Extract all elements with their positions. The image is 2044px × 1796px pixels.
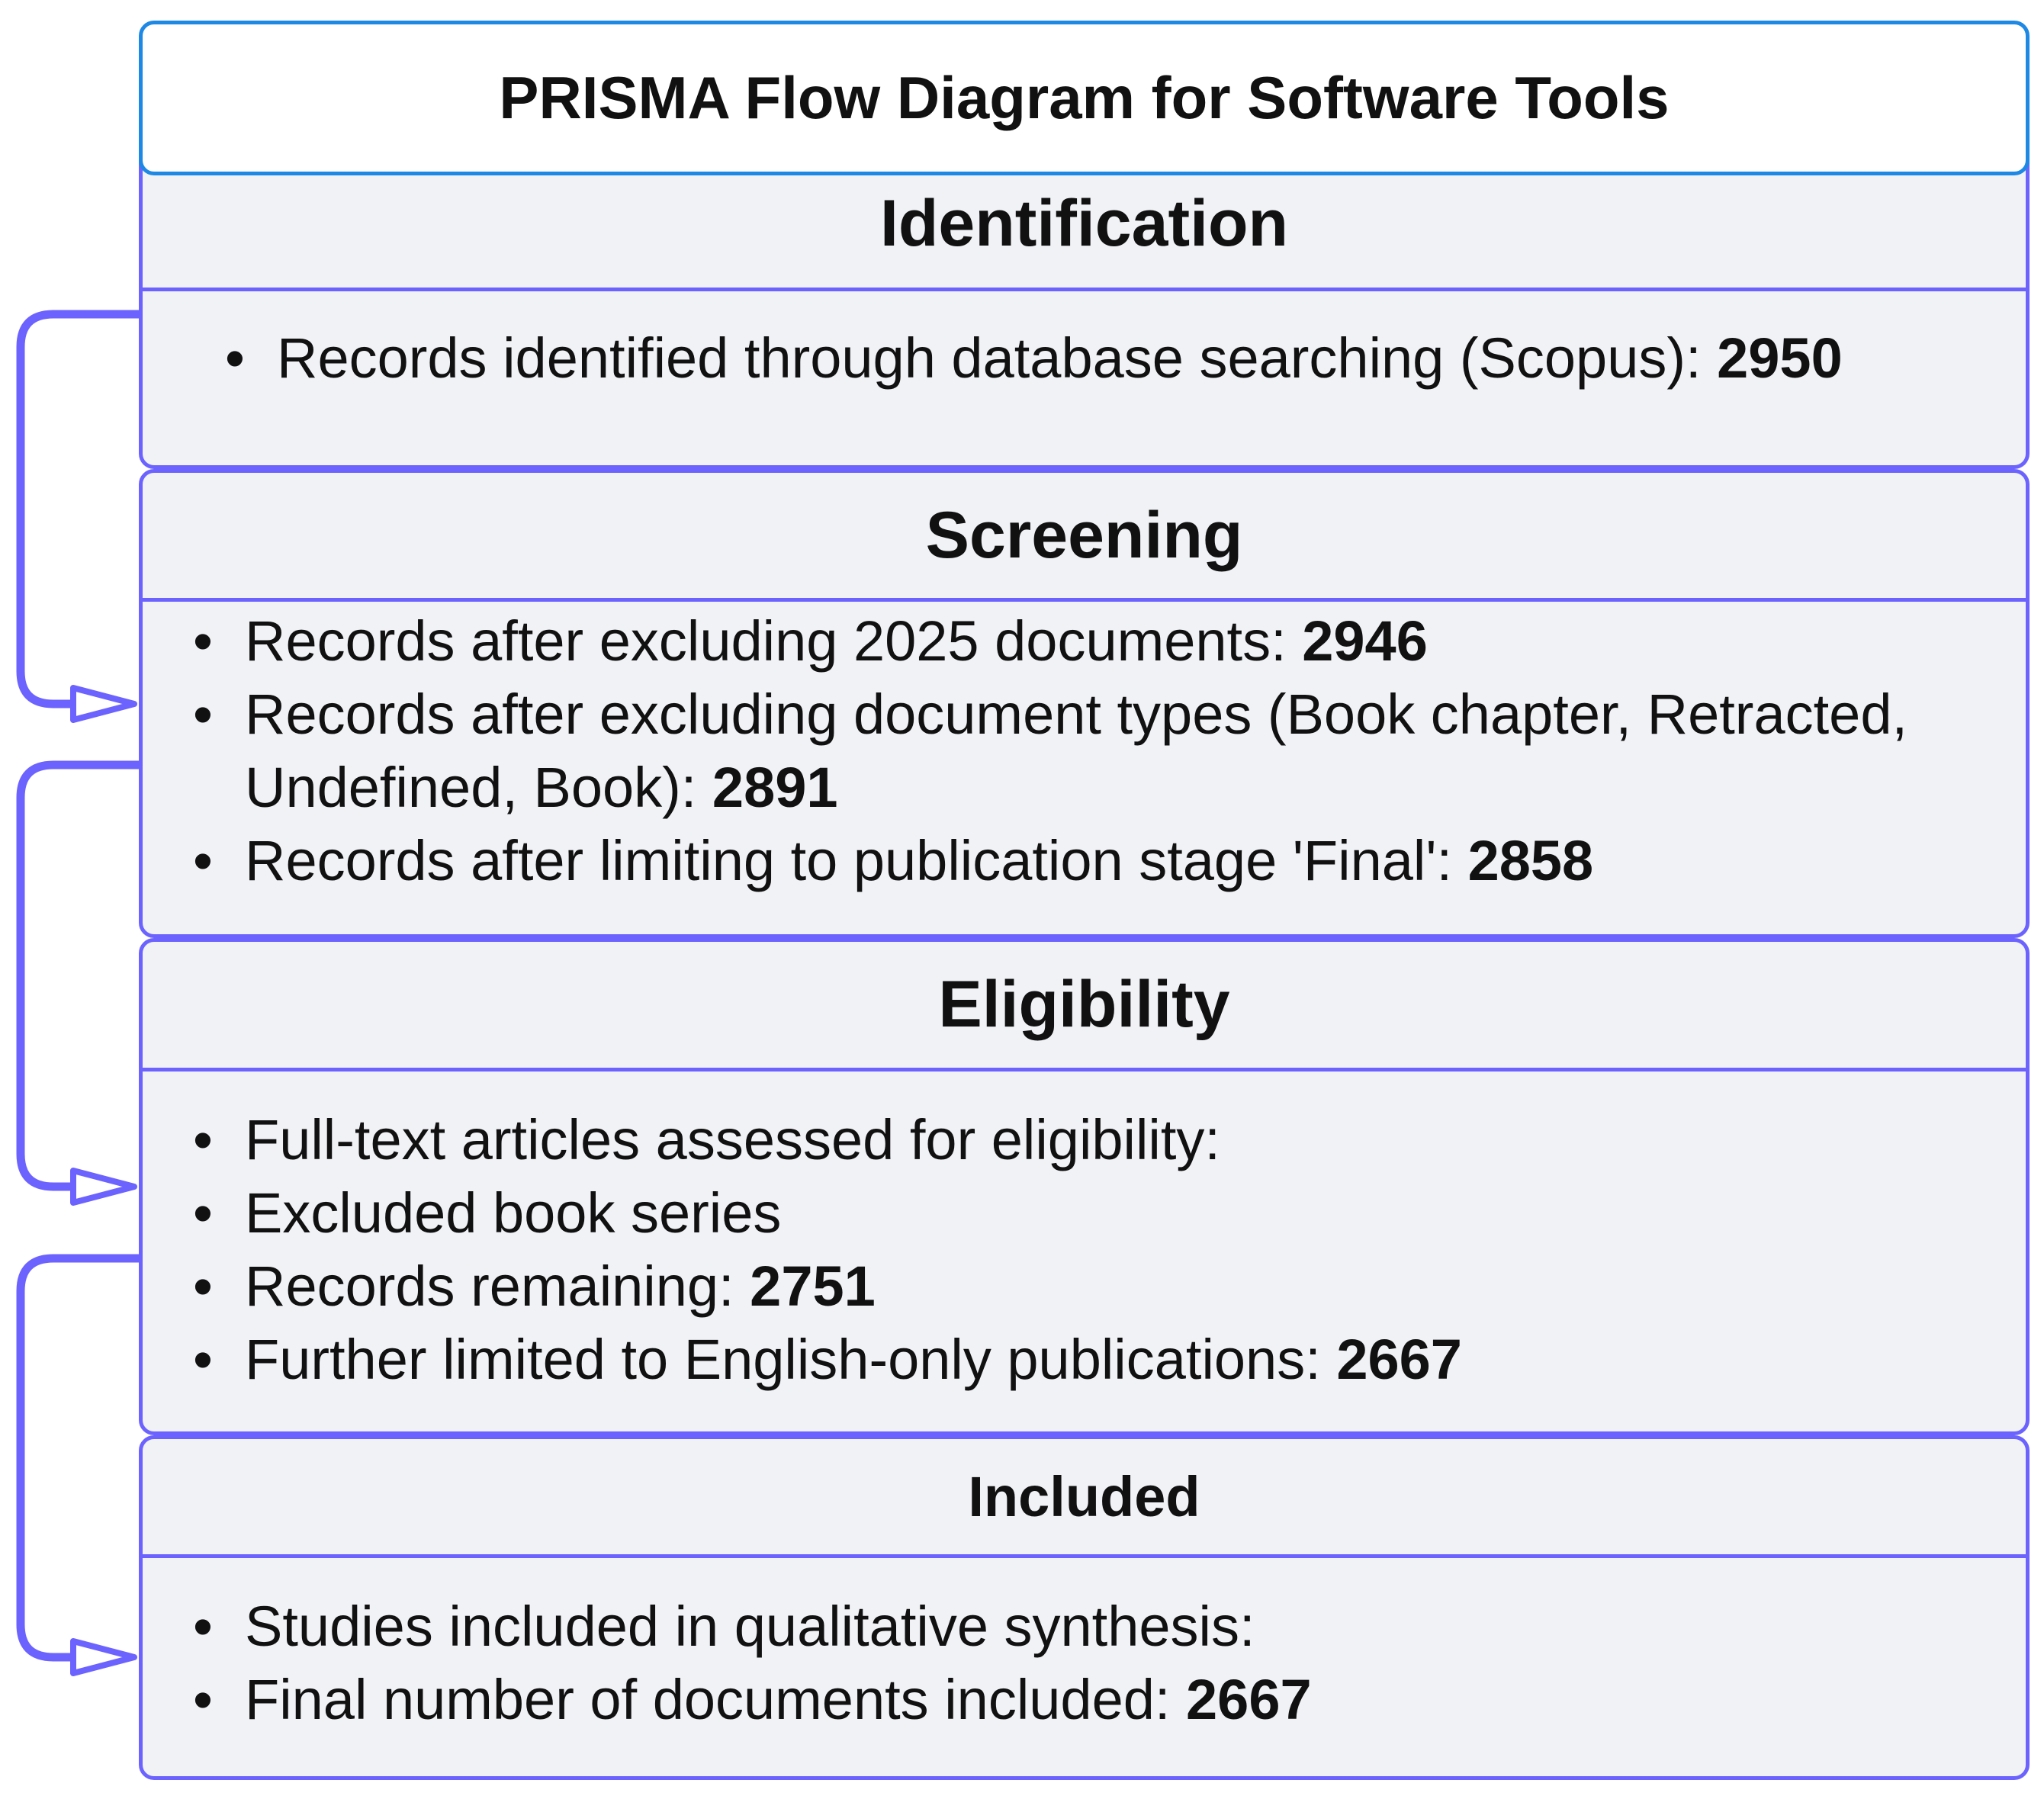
connector-screening-to-eligibility [21,765,139,1187]
stage-screening [139,469,2030,938]
stage-included [139,1435,2030,1780]
diagram-title-box [139,21,2030,175]
list-item: • Records after limiting to publication stage 'Final': 2858 [193,824,2026,898]
stage-heading: Eligibility [143,942,2026,1071]
stage-eligibility [139,938,2030,1435]
list-item: • Records identified through database searching (Scopus): 2950 [225,322,2026,395]
list-item: • Records after excluding 2025 documents: 2946 [193,605,2026,678]
stage-heading: Identification [143,160,2026,291]
stage-identification [139,160,2030,469]
list-item: • Records remaining: 2751 [193,1250,2026,1323]
stage-heading: Included [143,1439,2026,1558]
stage-item-list [143,602,2026,898]
list-item: • Excluded book series [193,1177,2026,1250]
stage-heading: Screening [143,473,2026,602]
connector-identification-to-screening [21,314,139,704]
stage-item-list [143,1558,2026,1737]
diagram-title: PRISMA Flow Diagram for Software Tools [499,64,1670,131]
list-item: • Records after excluding document types (Book chapter, Retracted, Undefined, Book): 2891 [193,678,2026,824]
stage-item-list [143,1071,2026,1396]
arrowhead-screening [73,688,134,720]
list-item: • Final number of documents included: 2667 [193,1663,2026,1737]
arrowhead-eligibility [73,1171,134,1203]
list-item: • Studies included in qualitative synthesis: [193,1590,2026,1663]
list-item: • Further limited to English-only publications: 2667 [193,1323,2026,1396]
arrowhead-included [73,1641,134,1673]
list-item: • Full-text articles assessed for eligibility: [193,1104,2026,1177]
stage-item-list [143,291,2026,395]
connector-eligibility-to-included [21,1258,139,1657]
